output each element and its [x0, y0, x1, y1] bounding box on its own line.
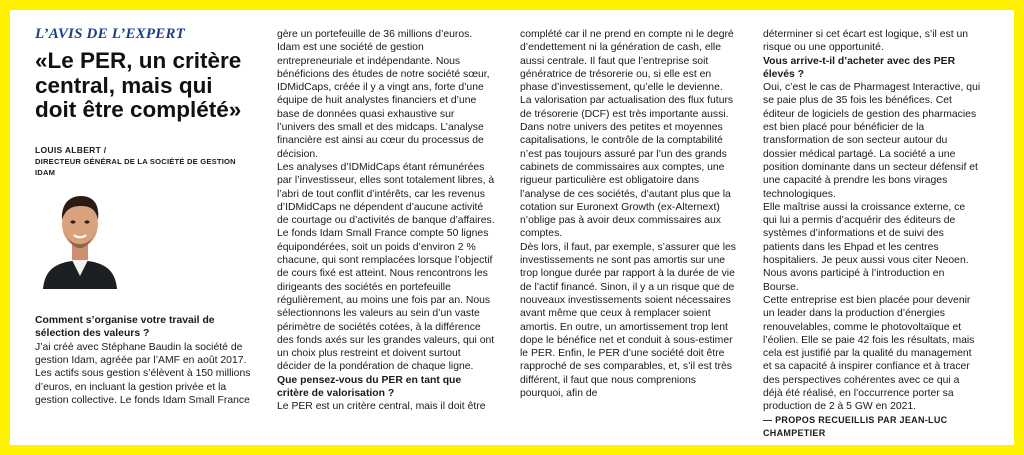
answer-3-paragraph: Elle maîtrise aussi la croissance externe, ce qui lui a permis d’acquérir des éditeurs de systèmes d’informations et de suivi des patients dans les Ehpad et les centres hospitaliers. Je peux aussi vous citer Neoen. Nous avons participé à l’introduction en Bourse.	[763, 201, 969, 293]
column-2	[277, 28, 495, 414]
question-1: Comment s’organise votre travail de sélection des valeurs ?	[35, 315, 215, 340]
author-name: LOUIS ALBERT /	[35, 144, 107, 155]
answer-2-paragraph: Dès lors, il faut, par exemple, s’assurer que les investissements ne sont pas amortis sur une trop longue durée par rapport à la durée de vie de l’actif financé. Sinon, il y a un risque que de nouveaux investissements soient nécessaires avant même que ceux à remplacer soient amortis. En outre, un amortissement trop lent dope le bénéfice net et conduit à sous-estimer le PER. Enfin, le PER d’une société doit être rapproché de ses comparables, et, s’il est très différent, il faut que nous comprenions pourquoi, afin de	[520, 241, 736, 400]
answer-2-paragraph: Le PER est un critère central, mais il doit être	[277, 401, 486, 413]
column-1	[35, 28, 253, 407]
answer-2-continued: déterminer si cet écart est logique, s’il est un risque ou une opportunité.	[763, 29, 969, 54]
section-kicker: L’AVIS DE L’EXPERT	[35, 26, 186, 42]
question-3: Vous arrive-t-il d’acheter avec des PER élevés ?	[763, 55, 956, 80]
byline-signature: — PROPOS RECUEILLIS PAR JEAN-LUC CHAMPETIER	[763, 414, 948, 438]
column-4	[763, 28, 981, 440]
question-2: Que pensez-vous du PER en tant que critère de valorisation ?	[277, 374, 462, 400]
author-portrait	[41, 184, 119, 289]
author-role: DIRECTEUR GÉNÉRAL DE LA SOCIÉTÉ DE GESTION IDAM	[35, 156, 236, 177]
answer-1-continued: gère un portefeuille de 36 millions d’euros. Idam est une société de gestion entrepreneuriale et indépendante. Nous bénéficions des études de notre société sœur, IDMidCaps, créée il y a vingt ans, forte d’une équipe de huit analystes financiers et d’une base de données quasi exhaustive sur l’univers des small et des midcaps. L’analyse financière est ainsi au cœur du processus de décision.	[277, 29, 490, 160]
answer-2-paragraph: La valorisation par actualisation des flux futurs de trésorerie (DCF) est très importante aussi. Dans notre univers des petites et moyennes capitalisations, le contrôle de la comptabilité n’est pas toujours assuré par l’un des grands cabinets de commissaires aux comptes, une rigueur particulière est obligatoire dans l’analyse de ces sociétés, d’autant plus que la cotation sur Euronext Growth (ex-Alternext) n’oblige pas à avoir deux commissaires aux comptes.	[520, 95, 734, 240]
answer-1-paragraph: Les analyses d’IDMidCaps étant rémunérées par l’investisseur, elles sont totalement libres, à l’abri de tout conflit d’intérêts, car les revenus d’IDMidCaps ne dépendent d’aucune activité de courtage ou d’activités de banque d’affaires. Le fonds Idam Small France compte 50 lignes équipondérées, soit un poids d’environ 2 % chacune, qui sont remplacées lorsque l’objectif de cours fixé est atteint. Nous rencontrons les dirigeants des sociétés en portefeuille régulièrement, au moins une fois par an. Nous sélectionnons les valeurs au sein d’un vaste périmètre de sociétés cotées, à la différence des fonds axés sur les grandes valeurs, qui ont un choix plus restreint et doivent surtout décider de la pondération de chaque ligne.	[277, 161, 495, 373]
column-3	[520, 28, 738, 400]
answer-2-continued: complété car il ne prend en compte ni le degré d’endettement ni la génération de cash, elle aussi centrale. Il faut que l’entreprise soit génératrice de trésorerie ou, si elle est en phase d’investissement, qu’elle le devienne.	[520, 29, 734, 94]
answer-3-paragraph: Oui, c’est le cas de Pharmagest Interactive, qui se paie plus de 35 fois les bénéfices. Cet éditeur de logiciels de gestion des pharmacies est bien placé pour bénéficier de la transformation de son secteur autour du dossier médical partagé. La société a une position dominante dans un secteur défensif et une capacité à prendre les bons virages technologiques.	[763, 82, 981, 200]
answer-3-paragraph: Cette entreprise est bien placée pour devenir un leader dans la production d’énergies renouvelables, comme le photovoltaïque et l’éolien. Elle se paie 42 fois les résultats, mais cela est justifié par la qualité du management et sa capacité à inspirer confiance et à tracer des perspectives cohérentes avec ce qui a déjà été réalisé, en l’occurrence porter sa production de 2 à 5 GW en 2021.	[763, 294, 975, 413]
answer-1-paragraph: J’ai créé avec Stéphane Baudin la société de gestion Idam, agréée par l’AMF en août 2017. Les actifs sous gestion s’élèvent à 150 millions d’euros, en incluant la gestion privée et la gestion collective. Le fonds Idam Small France	[35, 341, 251, 406]
article-headline: «Le PER, un critère central, mais qui doit être complété»	[35, 48, 242, 123]
